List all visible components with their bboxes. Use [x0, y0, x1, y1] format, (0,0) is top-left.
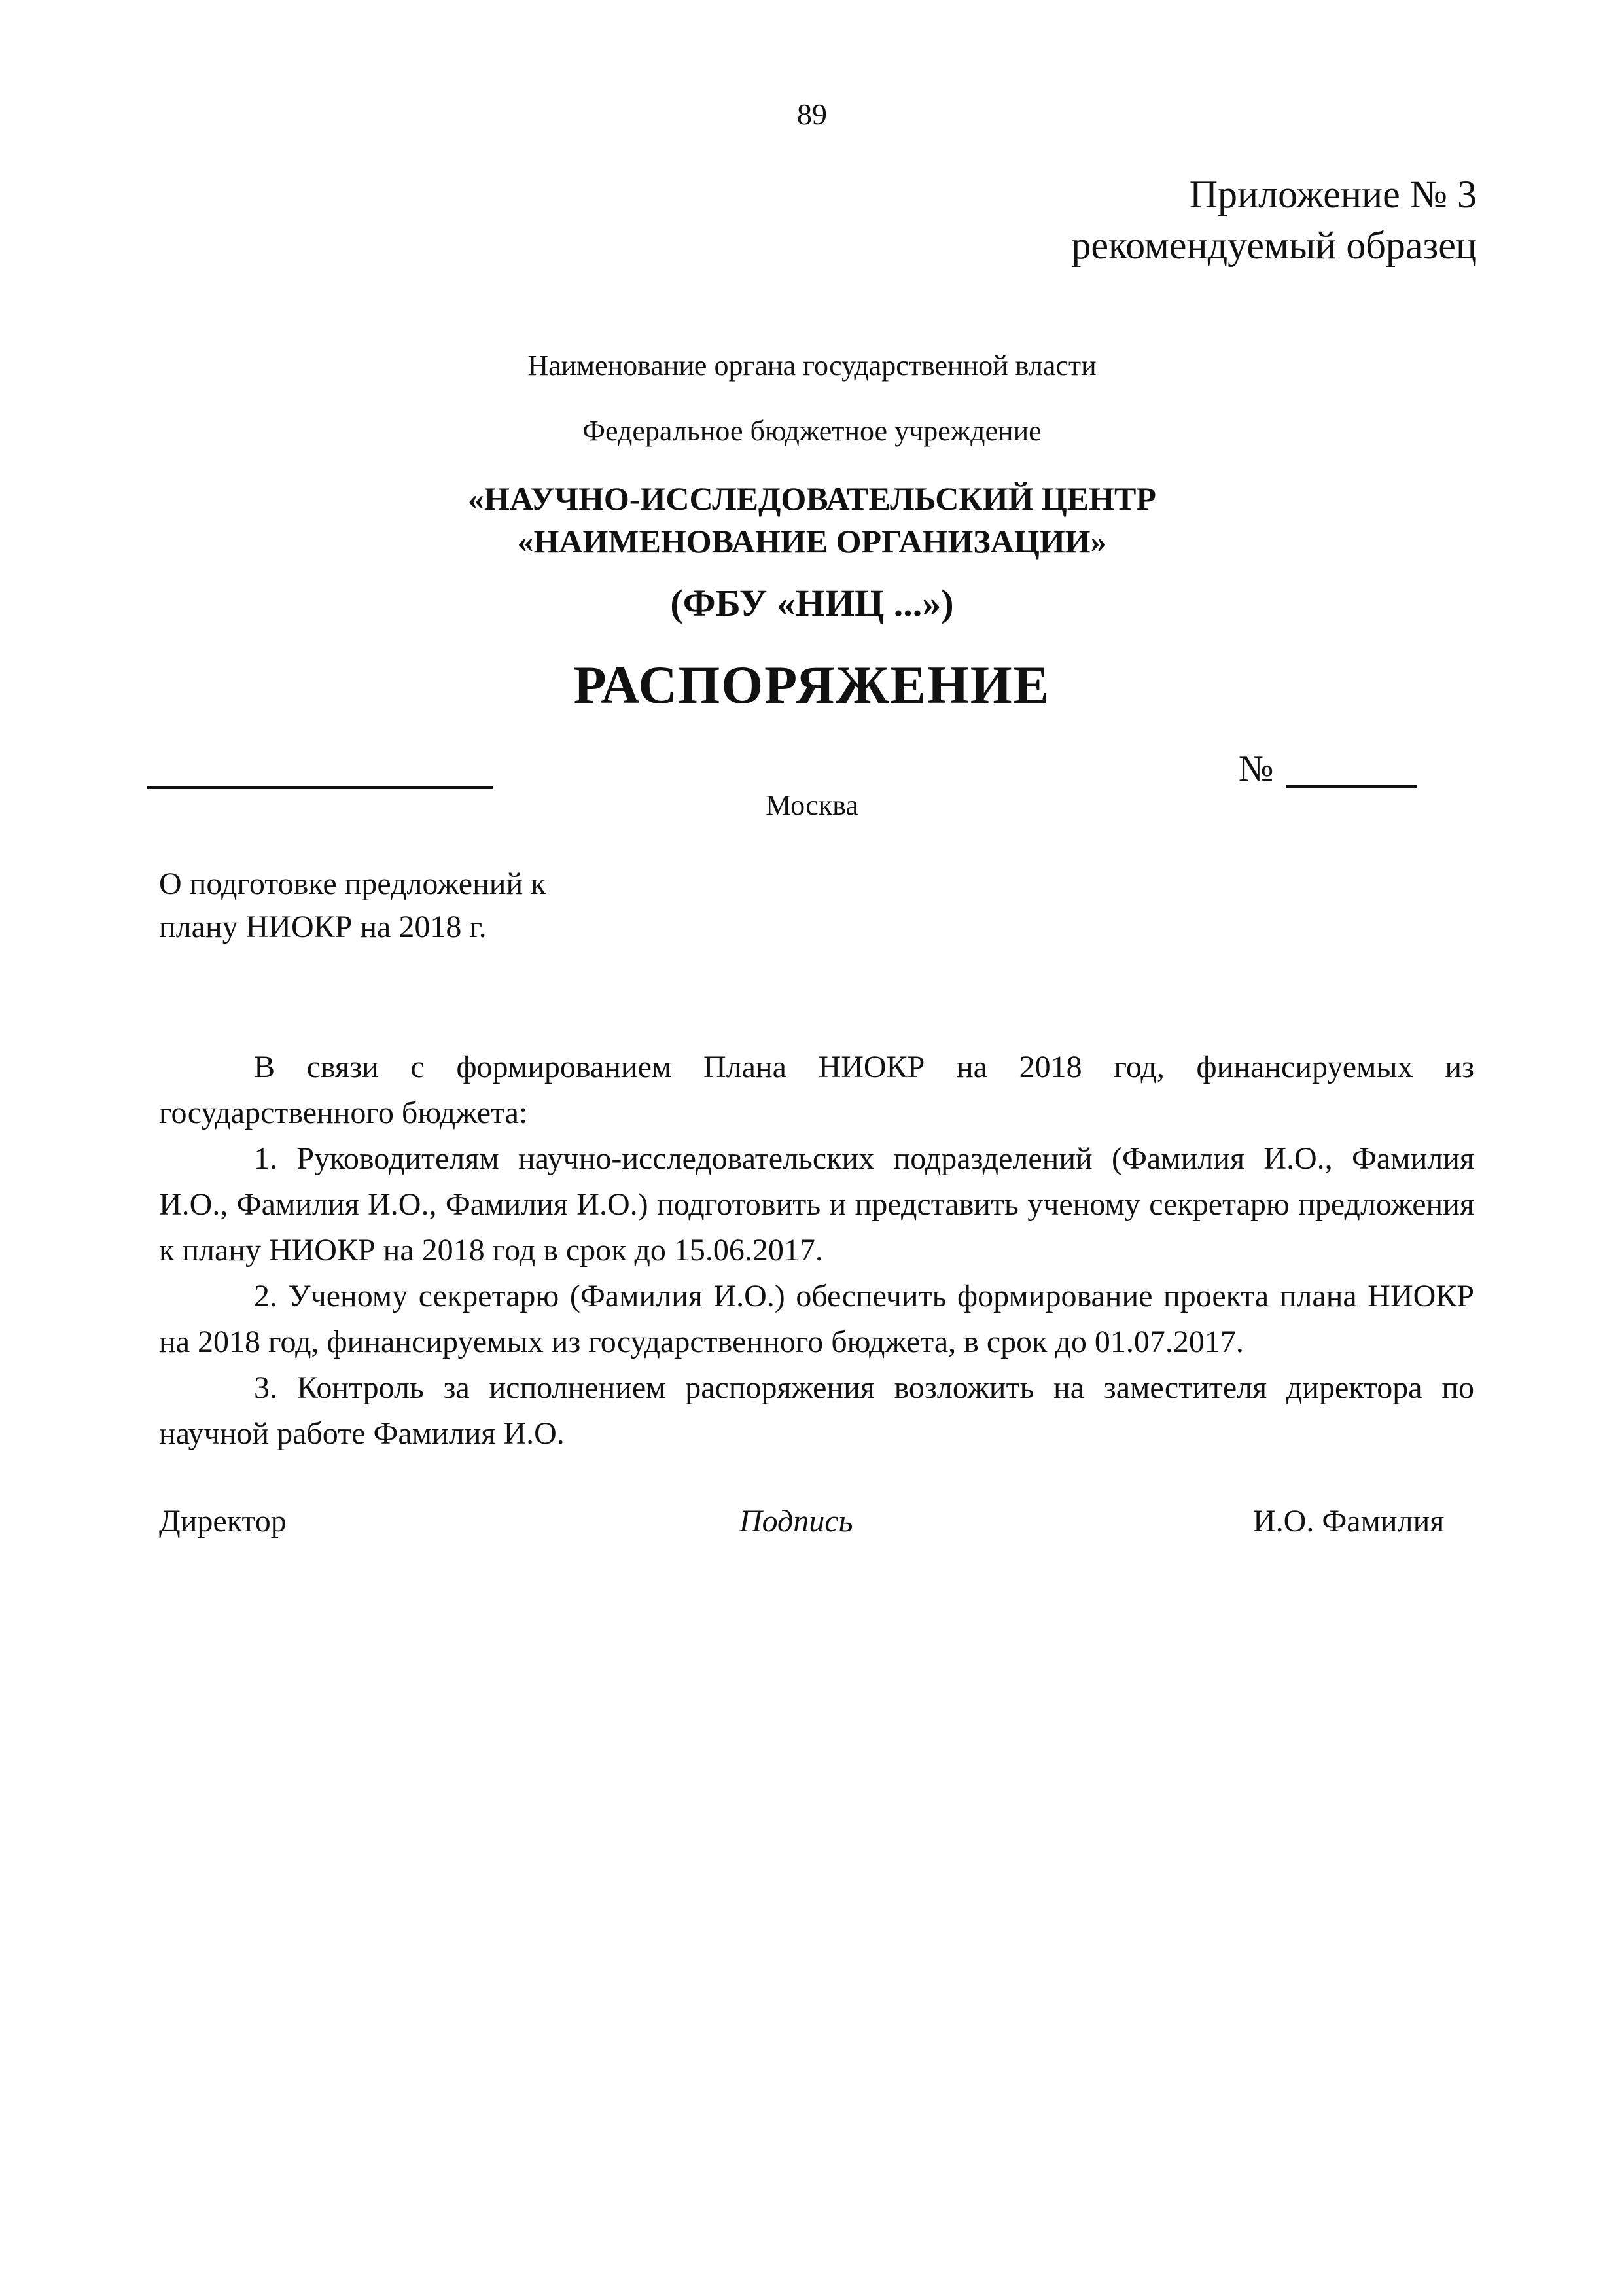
document-number-blank-line	[1286, 785, 1417, 788]
page-number: 89	[797, 98, 827, 131]
body-item-1: 1. Руководителям научно-исследовательских подразделений (Фамилия И.О., Фамилия И.О., Фамилия И.О., Фамилия И.О.) подготовить и представить ученому секретарю предложения к плану НИОКР на 2018 год в срок до 15.06.2017.	[159, 1141, 1474, 1268]
body-item-2: 2. Ученому секретарю (Фамилия И.О.) обеспечить формирование проекта плана НИОКР на 2018 год, финансируемых из государственного бюджета, в срок до 01.07.2017.	[159, 1279, 1474, 1359]
signatory-name: И.О. Фамилия	[1253, 1504, 1445, 1539]
city: Москва	[766, 789, 858, 821]
organization-name-line1: «НАУЧНО-ИССЛЕДОВАТЕЛЬСКИЙ ЦЕНТР	[468, 480, 1156, 517]
document-type-title: РАСПОРЯЖЕНИЕ	[573, 655, 1051, 715]
organization-name-line2: «НАИМЕНОВАНИЕ ОРГАНИЗАЦИИ»	[517, 523, 1107, 560]
body-item-3: 3. Контроль за исполнением распоряжения возложить на заместителя директора по научной работе Фамилия И.О.	[159, 1370, 1474, 1451]
document-subject	[159, 863, 546, 949]
body-intro: В связи с формированием Плана НИОКР на 2018 год, финансируемых из государственного бюджета:	[159, 1050, 1474, 1130]
document-number-label: №	[1239, 749, 1274, 789]
appendix-block	[1071, 169, 1477, 271]
organization-name	[0, 478, 1624, 563]
subject-line1: О подготовке предложений к	[159, 866, 546, 901]
institution-type: Федеральное бюджетное учреждение	[582, 415, 1042, 447]
authority-name: Наименование органа государственной власти	[527, 349, 1097, 382]
subject-line2: плану НИОКР на 2018 г.	[159, 910, 487, 944]
signatory-position: Директор	[159, 1504, 287, 1539]
appendix-subtitle: рекомендуемый образец	[1071, 224, 1477, 267]
signature-placeholder: Подпись	[739, 1504, 853, 1539]
document-body	[159, 1044, 1474, 1457]
organization-short-name: (ФБУ «НИЦ ...»)	[670, 582, 954, 624]
appendix-title: Приложение № 3	[1189, 173, 1477, 216]
